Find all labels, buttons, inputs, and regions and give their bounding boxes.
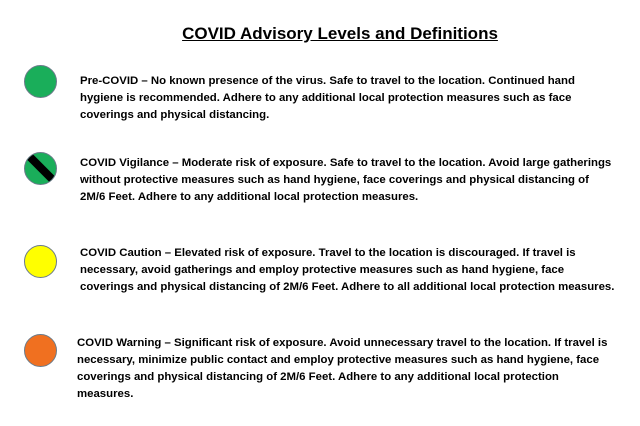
black-slash-icon: [24, 152, 57, 185]
green-circle-icon: [24, 65, 57, 98]
level-description: COVID Vigilance – Moderate risk of exposure. Safe to travel to the location. Avoid large gatherings without protective measures such as hand hygiene, face coverings and physical distancing of 2M/6 Feet. Adhere to any additional local protection measures.: [80, 157, 612, 203]
level-description: COVID Caution – Elevated risk of exposure. Travel to the location is discouraged. If travel is necessary, avoid gatherings and employ protective measures such as hand hygiene, face coverings and physical distancing of 2M/6 Feet. Adhere to all additional local protection measures.: [80, 247, 615, 293]
yellow-circle-icon: [24, 245, 57, 278]
level-description: COVID Warning – Significant risk of exposure. Avoid unnecessary travel to the location. If travel is necessary, minimize public contact and employ protective measures such as hand hygiene, face coverings and physical distancing of 2M/6 Feet. Adhere to any additional local protection measures.: [77, 337, 608, 400]
level-description: Pre-COVID – No known presence of the virus. Safe to travel to the location. Continued hand hygiene is recommended. Adhere to any additional local protection measures such as face coverings and physical distancing.: [80, 75, 575, 121]
green-slashed-circle-icon: [24, 152, 57, 185]
orange-circle-icon: [24, 334, 57, 367]
page-title: COVID Advisory Levels and Definitions: [182, 24, 498, 43]
